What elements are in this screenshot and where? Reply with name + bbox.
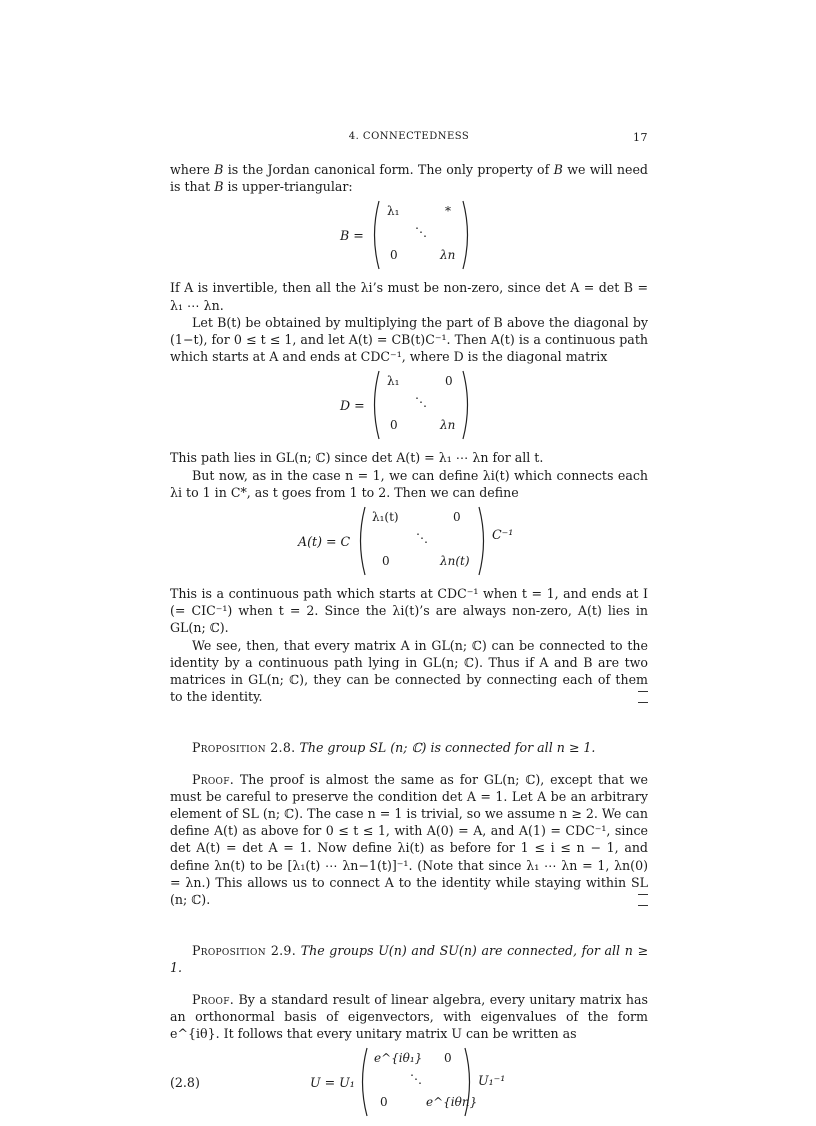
matrix-B-dots: ⋱ <box>415 225 427 240</box>
matrix-B <box>370 199 472 271</box>
paragraph-invertible: If A is invertible, then all the λi’s must be non-zero, since det A = det B = λ₁ ⋯ λn. <box>170 280 648 313</box>
matrix-D-entry-top-left: λ₁ <box>387 374 400 389</box>
proposition-2-8-statement: The group SL (n; ℂ) is connected for all n ≥ 1. <box>299 740 596 756</box>
matrix-At-entry-bottom-right: λn(t) <box>440 554 470 569</box>
matrix-D-entry-bottom-left: 0 <box>390 418 398 433</box>
matrix-U-lhs: U = U₁ <box>310 1075 355 1091</box>
proof-2-8-label: Proof. <box>192 771 235 787</box>
qed-symbol <box>638 691 648 703</box>
paragraph-path-lies: This path lies in GL(n; ℂ) since det A(t) = λ₁ ⋯ λn for all t. <box>170 450 544 466</box>
matrix-D-dots: ⋱ <box>415 395 427 410</box>
matrix-U-display <box>170 1046 648 1122</box>
matrix-At-dots: ⋱ <box>416 531 428 546</box>
paragraph-continuous-path: This is a continuous path which starts at CDC⁻¹ when t = 1, and ends at I (= CIC⁻¹) when t = 2. Since the λi(t)’s are always non-zero, A(t) lies in GL(n; ℂ). <box>170 586 648 636</box>
running-head-title: 4. CONNECTEDNESS <box>348 131 470 142</box>
matrix-At-entry-top-left: λ₁(t) <box>372 510 399 525</box>
paragraph-jordan: where B is the Jordan canonical form. The only property of B we will need is that B is upper-triangular: <box>170 162 648 195</box>
page <box>170 128 648 1126</box>
matrix-U-entry-top-right: 0 <box>444 1051 452 1066</box>
proposition-2-9-statement: The groups U(n) and SU(n) are connected, for all n ≥ 1. <box>170 943 648 976</box>
matrix-B-display <box>170 199 648 275</box>
paragraph-we-see: We see, then, that every matrix A in GL(n; ℂ) can be connected to the identity by a continuous path lying in GL(n; ℂ). Thus if A and B are two matrices in GL(n; ℂ), they can be connected by connecting each of them to the identity. <box>170 637 648 705</box>
proof-2-9-label: Proof. <box>192 991 235 1007</box>
matrix-D-entry-top-right: 0 <box>445 374 453 389</box>
proposition-2-9 <box>170 942 648 976</box>
proposition-2-8-label: Proposition 2.8. <box>192 740 296 756</box>
matrix-At <box>356 505 488 577</box>
matrix-At-entry-top-right: 0 <box>453 510 461 525</box>
proposition-2-8 <box>170 739 648 756</box>
proof-2-8: Proof. The proof is almost the same as for GL(n; ℂ), except that we must be careful to preserve the condition det A = 1. Let A be an arbitrary element of SL (n; ℂ). The case n = 1 is trivial, so we assume n ≥ 2. We can define A(t) as above for 0 ≤ t ≤ 1, with A(0) = A, and A(1) = CDC⁻¹, since det A(t) = det A = 1. Now define λi(t) as before for 1 ≤ i ≤ n − 1, and define λn(t) to be [λ₁(t) ⋯ λn−1(t)]⁻¹. (Note that since λ₁ ⋯ λn = 1, λn(0) = λn.) This allows us to connect A to the identity while staying within SL (n; ℂ). <box>170 771 648 908</box>
qed-symbol <box>638 894 648 906</box>
running-head <box>170 128 648 148</box>
matrix-U <box>358 1046 478 1118</box>
matrix-D-lhs: D = <box>340 398 365 414</box>
matrix-U-dots: ⋱ <box>410 1072 422 1087</box>
matrix-D <box>370 369 472 441</box>
matrix-B-lhs: B = <box>340 228 364 244</box>
matrix-U-entry-bottom-right: e^{iθn} <box>426 1095 478 1110</box>
matrix-D-display <box>170 369 648 445</box>
matrix-D-entry-bottom-right: λn <box>440 418 456 433</box>
matrix-B-entry-top-right: * <box>445 204 451 219</box>
paragraph-path-B: Let B(t) be obtained by multiplying the part of B above the diagonal by (1−t), for 0 ≤ t ≤ 1, and let A(t) = CB(t)C⁻¹. Then A(t) is a continuous path which starts at A and ends at CDC⁻¹, where D is the diagonal matrix <box>170 314 648 365</box>
matrix-U-entry-bottom-left: 0 <box>380 1095 388 1110</box>
matrix-B-entry-bottom-right: λn <box>440 248 456 263</box>
proposition-2-9-label: Proposition 2.9. <box>192 943 297 959</box>
matrix-At-rhs: C⁻¹ <box>492 527 514 543</box>
matrix-At-display <box>170 505 648 581</box>
matrix-At-lhs: A(t) = C <box>298 534 351 550</box>
matrix-U-rhs: U₁⁻¹ <box>478 1073 506 1089</box>
equation-number: (2.8) <box>170 1075 200 1091</box>
matrix-B-entry-top-left: λ₁ <box>387 204 400 219</box>
paragraph-but-now: But now, as in the case n = 1, we can define λi(t) which connects each λi to 1 in C*, as t goes from 1 to 2. Then we can define <box>170 467 648 500</box>
matrix-B-entry-bottom-left: 0 <box>390 248 398 263</box>
matrix-U-entry-top-left: e^{iθ₁} <box>374 1051 423 1066</box>
page-number: 17 <box>633 131 648 144</box>
proof-2-9: Proof. By a standard result of linear algebra, every unitary matrix has an orthonormal basis of eigenvectors, with eigenvalues of the form e^{iθ}. It follows that every unitary matrix U can be written as <box>170 991 648 1042</box>
matrix-At-entry-bottom-left: 0 <box>382 554 390 569</box>
